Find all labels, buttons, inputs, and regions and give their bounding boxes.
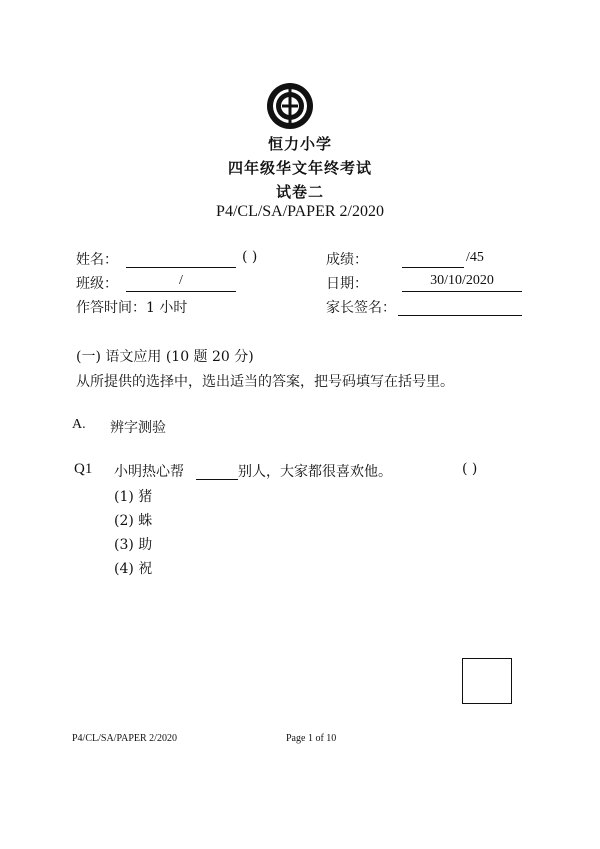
answer-paren: ( ) (462, 461, 478, 477)
footer-code: P4/CL/SA/PAPER 2/2020 (72, 733, 177, 744)
paper-code: P4/CL/SA/PAPER 2/2020 (216, 203, 384, 220)
name-field[interactable] (126, 253, 236, 268)
score-label: 成绩： (326, 252, 368, 268)
section-title: (一) 语文应用 (10 题 20 分) (76, 349, 254, 365)
footer-page: Page 1 of 10 (286, 733, 337, 744)
question-text-before: 小明热心帮 (114, 464, 184, 480)
score-field[interactable] (402, 253, 464, 268)
section-instruction: 从所提供的选择中，选出适当的答案，把号码填写在括号里。 (76, 374, 454, 390)
paper-title: 试卷二 (275, 183, 324, 201)
class-label: 班级： (76, 276, 118, 292)
date-field[interactable]: 30/10/2020 (402, 273, 522, 292)
school-logo (266, 82, 314, 130)
time-label: 作答时间：1 小时 (76, 300, 188, 316)
date-label: 日期： (326, 276, 368, 292)
option-3: (3) 助 (114, 537, 153, 553)
exam-title: 四年级华文年终考试 (227, 159, 372, 177)
option-2: (2) 蛛 (114, 513, 153, 529)
option-1: (1) 猪 (114, 489, 153, 505)
part-title: 辨字测验 (110, 420, 166, 436)
question-blank (196, 465, 238, 480)
question-text-after: 别人，大家都很喜欢他。 (238, 464, 392, 480)
option-4: (4) 祝 (114, 561, 153, 577)
parent-sign-label: 家长签名： (326, 300, 396, 316)
parent-sign-field[interactable] (398, 301, 522, 316)
class-field[interactable]: / (126, 273, 236, 292)
score-box (462, 658, 512, 704)
part-letter: A. (72, 417, 86, 432)
class-number-paren: ( ) (242, 249, 258, 265)
score-total: /45 (466, 250, 484, 265)
name-label: 姓名： (76, 252, 118, 268)
question-number: Q1 (74, 461, 93, 477)
school-name: 恒力小学 (267, 135, 332, 153)
